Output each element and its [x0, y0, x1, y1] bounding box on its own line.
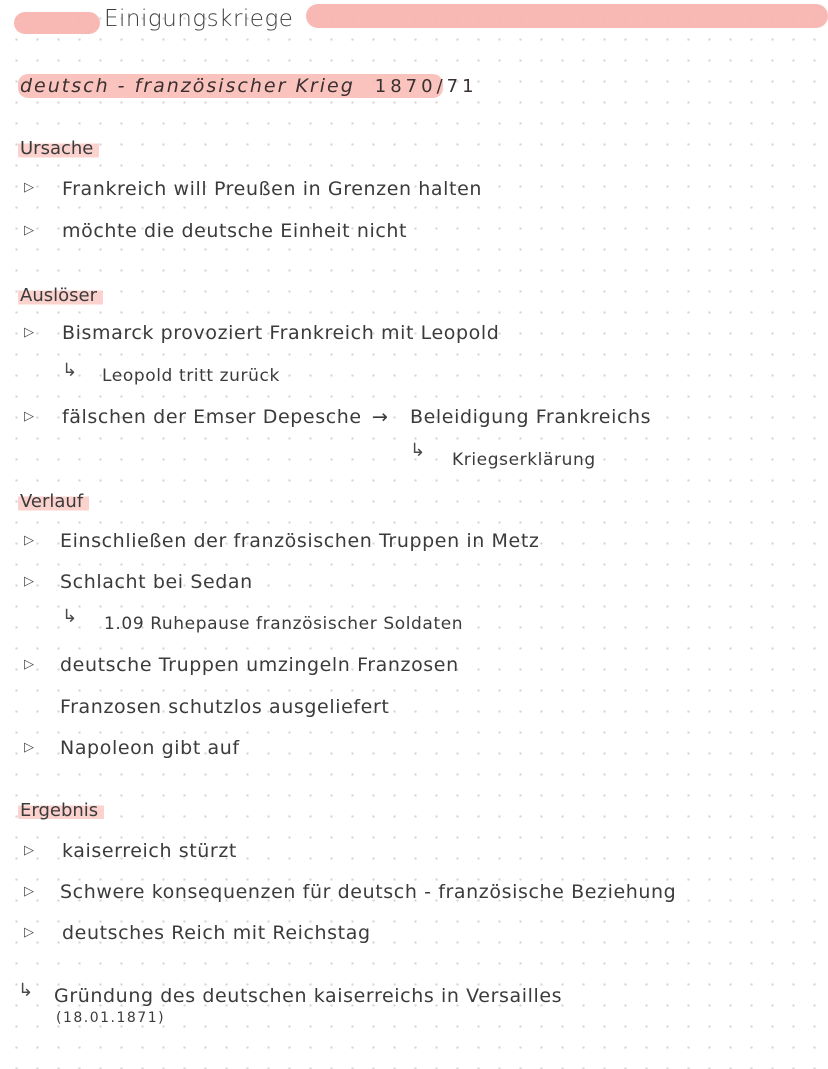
ursache-item-2: möchte die deutsche Einheit nicht [62, 220, 408, 242]
ergebnis-item-2: Schwere konsequenzen für deutsch - französische Beziehung [60, 881, 677, 903]
verlauf-item-4: Napoleon gibt auf [60, 737, 240, 759]
bullet-icon: ▷ [24, 884, 34, 899]
section-label-verlauf: Verlauf [18, 489, 89, 514]
main-heading-years: 1870/71 [374, 75, 478, 97]
sub-arrow-icon: ↳ [410, 440, 426, 461]
ausloeser-item-1-sub: Leopold tritt zurück [102, 366, 280, 386]
ausloeser-item-2: fälschen der Emser Depesche [62, 406, 362, 428]
bullet-icon: ▷ [24, 657, 34, 672]
header-highlight-left [14, 12, 100, 34]
main-heading [20, 70, 478, 102]
verlauf-item-3: deutsche Truppen umzingeln Franzosen [60, 654, 459, 676]
arrow-right-icon: → [372, 406, 389, 428]
section-label-ursache: Ursache [18, 136, 99, 161]
sub-arrow-icon: ↳ [62, 360, 78, 381]
header-highlight-right [306, 4, 828, 28]
verlauf-item-3-cont: Franzosen schutzlos ausgeliefert [60, 696, 390, 718]
bullet-icon: ▷ [24, 925, 34, 940]
ausloeser-item-2-result: Beleidigung Frankreichs [410, 406, 652, 428]
sub-arrow-icon: ↳ [18, 980, 34, 1001]
verlauf-item-2: Schlacht bei Sedan [60, 571, 253, 593]
verlauf-item-2-sub: 1.09 Ruhepause französischer Soldaten [104, 614, 464, 634]
bullet-icon: ▷ [24, 180, 34, 195]
ausloeser-item-2-sub: Kriegserklärung [452, 450, 596, 470]
ausloeser-item-1: Bismarck provoziert Frankreich mit Leopold [62, 322, 500, 344]
verlauf-item-1: Einschließen der französischen Truppen in Metz [60, 530, 540, 552]
main-heading-text: deutsch - französischer Krieg [20, 75, 355, 97]
bullet-icon: ▷ [24, 325, 34, 340]
bullet-icon: ▷ [24, 843, 34, 858]
bullet-icon: ▷ [24, 223, 34, 238]
bullet-icon: ▷ [24, 740, 34, 755]
section-label-ausloeser: Auslöser [18, 283, 103, 308]
bullet-icon: ▷ [24, 574, 34, 589]
bullet-icon: ▷ [24, 409, 34, 424]
ergebnis-item-3: deutsches Reich mit Reichstag [62, 922, 371, 944]
ergebnis-conclusion-date: (18.01.1871) [56, 1010, 166, 1026]
ergebnis-item-1: kaiserreich stürzt [62, 840, 237, 862]
ergebnis-conclusion: Gründung des deutschen kaiserreichs in Versailles [54, 985, 563, 1007]
bullet-icon: ▷ [24, 533, 34, 548]
ursache-item-1: Frankreich will Preußen in Grenzen halten [62, 178, 483, 200]
page-title: Einigungskriege [104, 6, 294, 32]
sub-arrow-icon: ↳ [62, 606, 78, 627]
section-label-ergebnis: Ergebnis [18, 798, 104, 823]
